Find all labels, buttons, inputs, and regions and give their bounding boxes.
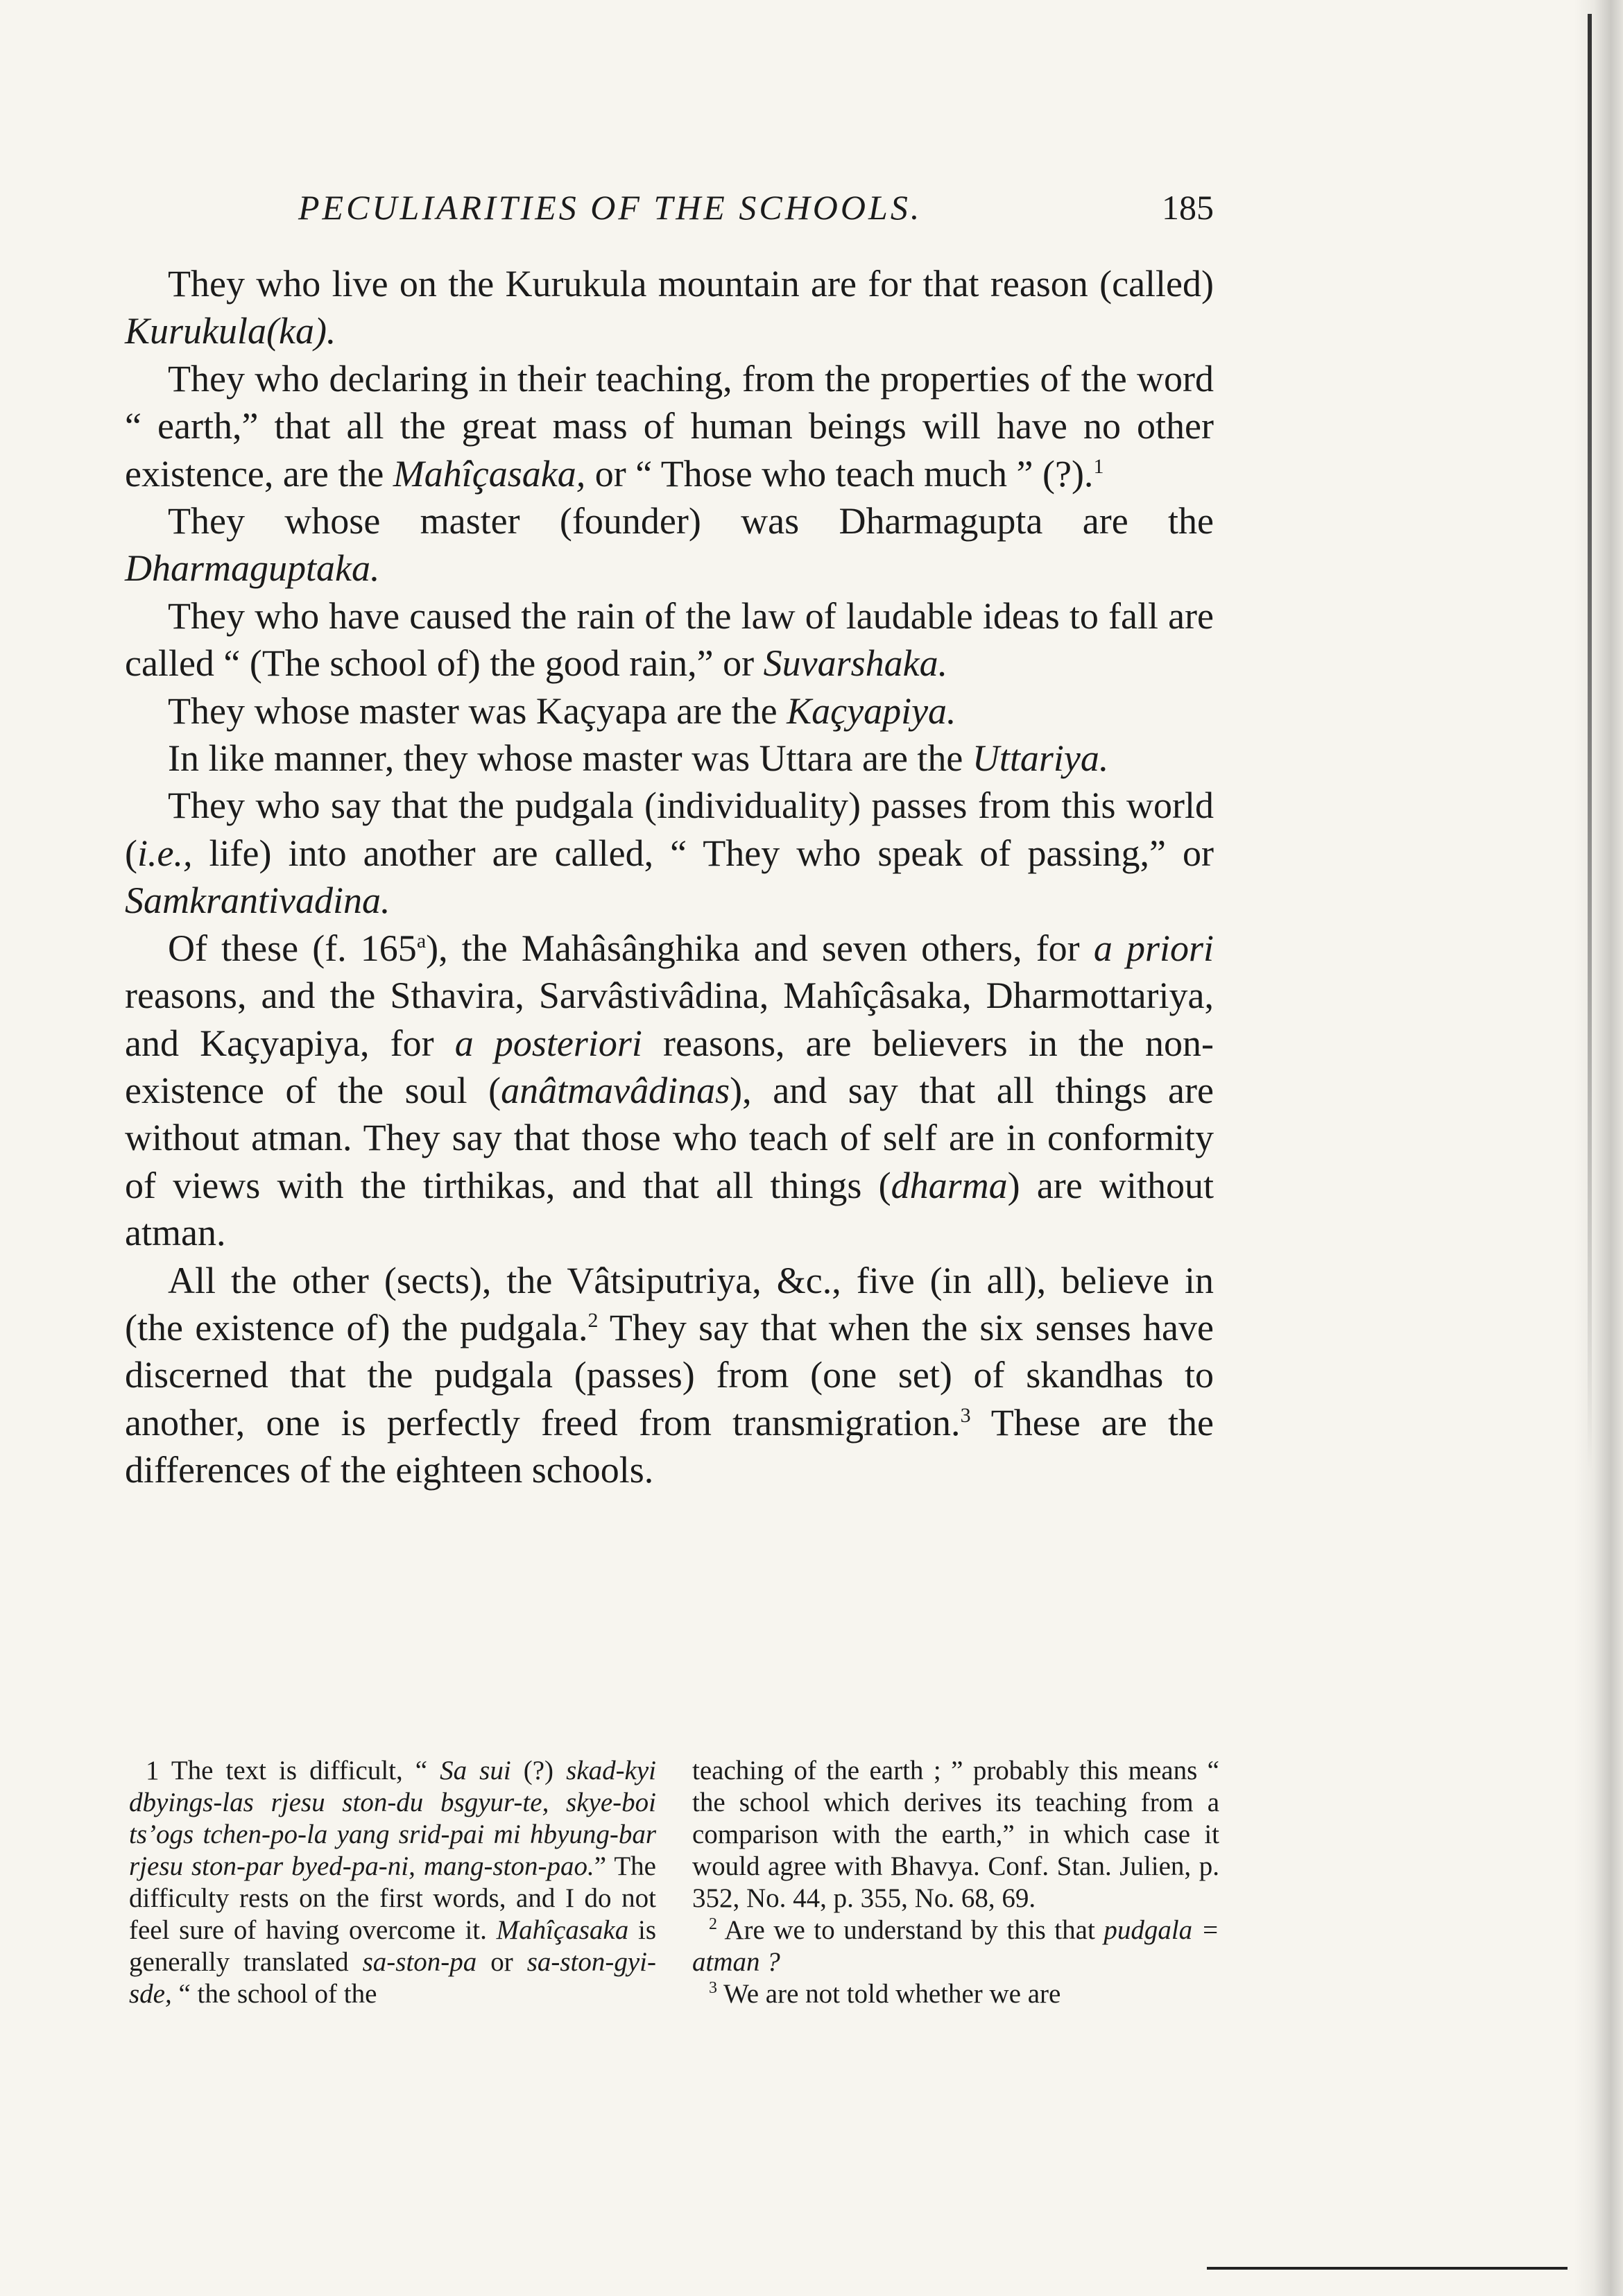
footnote-ref-2: 2 xyxy=(587,1308,599,1332)
binding-shadow xyxy=(1574,0,1623,2296)
page-number: 185 xyxy=(1162,188,1214,227)
paragraph-kurukula: They who live on the Kurukula mountain are for that reason (called) Kurukula(ka). xyxy=(125,263,1214,352)
footnote-ref-1: 1 xyxy=(1093,454,1104,478)
paragraph-dharmaguptaka: They whose master (founder) was Dharmagupta are the Dharmaguptaka. xyxy=(125,500,1214,590)
paragraph-kacyapiya: They whose master was Kaçyapa are the Kaçyapiya. xyxy=(168,689,956,732)
footnote-column-right xyxy=(692,1755,1219,2010)
footnote-1-continued: teaching of the earth ; ” probably this means “ the school which derives its teaching from a comparison with the earth,” in which case it would agree with Bhavya. Conf. Stan. Julien, p. 352, No. 44, p. 355, No. 68, 69. xyxy=(692,1756,1219,1913)
paragraph-mahicasaka: They who declaring in their teaching, from the properties of the word “ earth,” that all the great mass of human beings will have no other existence, are the Mahîçasaka, or “ Those who teach much ” (?).$^1$ xyxy=(125,357,1214,495)
paragraph-samkrantivadina: They who say that the pudgala (individuality) passes from this world (i.e., life) into another are called, “ They who speak of passing,” or Samkrantivadina. xyxy=(125,785,1214,922)
paragraph-anatmavadinas: Of these (f. 165$^a$), the Mahâsânghika and seven others, for a priori reasons, and the Sthavira, Sarvâstivâdina, Mahîçâsaka, Dharmottariya, and Kaçyapiya, for a posteriori reasons, are believers in the non-existence of the soul (anâtmavâdinas), and say that all things are without atman. They say that those who teach of self are in conformity of views with the tirthikas, and that all things (dharma) are without atman. xyxy=(125,927,1214,1254)
footnote-1: 1 The text is difficult, “ Sa sui (?) skad-kyi dbyings-las rjesu ston-du bsgyur-te, skye-boi ts’ogs tchen-po-la yang srid-pai mi hbyung-bar rjesu ston-par byed-pa-ni, mang-ston-pao.” The difficulty rests on the first words, and I do not feel sure of having overcome it. Mahîçasaka is generally translated sa-ston-pa or sa-ston-gyi-sde, “ the school of the xyxy=(129,1756,657,2009)
footnote-3: $^3$ We are not told whether we are xyxy=(709,1979,1061,2009)
footnote-ref-3: 3 xyxy=(960,1403,971,1427)
running-title: PECULIARITIES OF THE SCHOOLS. xyxy=(298,188,922,227)
binding-edge xyxy=(1588,14,1592,1471)
footnote-column-left xyxy=(129,1755,656,2010)
main-text xyxy=(125,260,1214,1494)
paragraph-suvarshaka: They who have caused the rain of the law of laudable ideas to fall are called “ (The school of) the good rain,” or Suvarshaka. xyxy=(125,594,1214,685)
footnotes xyxy=(129,1755,1218,2102)
footnote-2: $^2$ Are we to understand by this that pudgala = atman ? xyxy=(692,1915,1219,1977)
paragraph-pudgala: All the other (sects), the Vâtsiputriya, &c., five (in all), believe in (the existence of) the pudgala.$^2$ They say that when the six senses have discerned that the pudgala (passes) from (one set) of skandhas to another, one is perfectly freed from transmigration.$^3$ These are the differences of the eighteen schools. xyxy=(125,1259,1214,1491)
bottom-edge-line xyxy=(1207,2267,1568,2270)
paragraph-uttariya: In like manner, they whose master was Uttara are the Uttariya. xyxy=(168,737,1109,780)
page-header xyxy=(298,187,1214,236)
